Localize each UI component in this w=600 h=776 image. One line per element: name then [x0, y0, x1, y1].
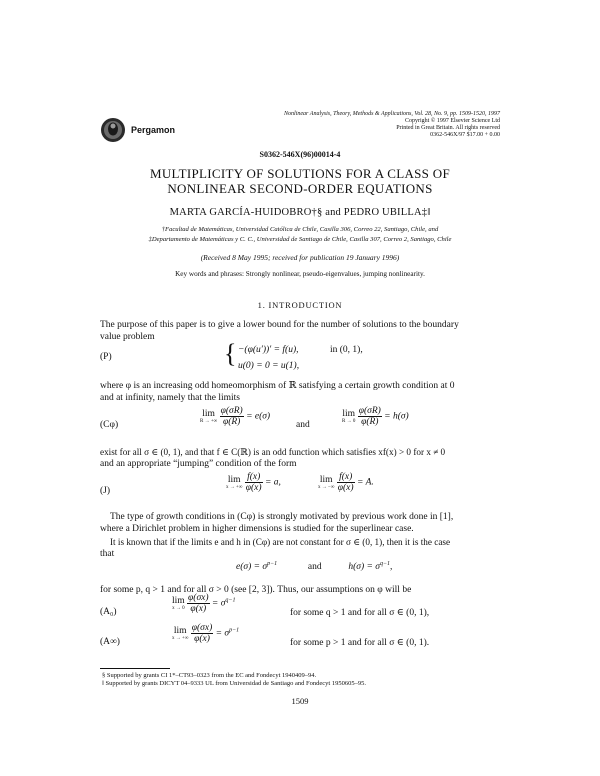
section-heading: 1. INTRODUCTION: [257, 300, 343, 310]
received-dates: (Received 8 May 1995; received for publication 19 January 1996): [200, 253, 400, 262]
intro-text: and an appropriate “jumping” condition of the form: [100, 459, 297, 469]
intro-text: value problem: [100, 332, 155, 342]
page-title: MULTIPLICITY OF SOLUTIONS FOR A CLASS OF: [150, 166, 450, 181]
intro-text: and at infinity, namely that the limits: [100, 393, 241, 403]
footnote-2: ‖ Supported by grants DICYT 04–9333 UL from Universidad de Santiago and Fondecyt 1950605–95.: [102, 680, 366, 687]
intro-text: where φ is an increasing odd homeomorphism of ℝ satisfying a certain growth condition at 0: [100, 381, 455, 391]
equation-J-part2: lim x → −∞ $\frac{f(x)}{\varphi(x)}$ = A.: [318, 472, 374, 493]
equation-J-part1: lim x → +∞ $\frac{f(x)}{\varphi(x)}$ = a,: [226, 472, 281, 493]
journal-printed: Printed in Great Britain. All rights reserved: [396, 125, 500, 131]
page-title-line2: NONLINEAR SECOND-ORDER EQUATIONS: [167, 181, 433, 196]
intro-text: exist for all σ ∈ (0, 1), and that f ∈ C(ℝ) is an odd function which satisfies xf(x) > 0 for x ≠ 0: [100, 447, 446, 457]
equation-Ainf: lim x → +∞ $\frac{\varphi(\sigma x)}{\varphi(x)}$ = $\sigma^{p-1}$: [172, 623, 240, 644]
equation-P-domain: in (0, 1),: [330, 345, 363, 355]
page-number: 1509: [291, 696, 309, 706]
equation-A0: lim x → 0 $\frac{\varphi(\sigma x)}{\varphi(x)}$ = $\sigma^{q-1}$: [172, 593, 236, 614]
equation-Ainf-condition: for some p > 1 and for all σ ∈ (0, 1).: [290, 638, 430, 648]
intro-text: The type of growth conditions in (Cφ) is strongly motivated by previous work done in [1],: [110, 512, 454, 522]
publisher-name: Pergamon: [131, 125, 176, 135]
footnote-1: § Supported by grants CI 1*–CT93–0323 from the EC and Fondecyt 1940409–94.: [102, 672, 317, 679]
journal-citation: Nonlinear Analysis, Theory, Methods & Applications, Vol. 28, No. 9, pp. 1509-1520, 1997: [284, 111, 500, 117]
equation-label-P: (P): [100, 352, 112, 362]
journal-copyright: Copyright © 1997 Elsevier Science Ltd: [404, 118, 500, 124]
equation-C-part1: lim R → +∞ $\frac{\varphi(\sigma R)}{\varphi(R)}$ = e(σ): [200, 406, 271, 427]
article-doi: S0362-546X(96)00014-4: [259, 150, 341, 159]
journal-price: 0362-546X/97 $17.00 + 0.00: [430, 132, 500, 138]
equation-label-C: (Cφ): [100, 420, 119, 430]
equation-label-A0: (A₀): [100, 607, 117, 617]
intro-text: that: [100, 549, 115, 559]
authors: MARTA GARCÍA-HUIDOBRO†§ and PEDRO UBILLA‡‖: [169, 207, 431, 218]
intro-text: where a Dirichlet problem in higher dimensions is studied for the superlinear case.: [100, 524, 414, 534]
footnote-rule: [100, 668, 170, 669]
publisher-logo: [100, 117, 126, 143]
intro-text: The purpose of this paper is to give a lower bound for the number of solutions to the boundary: [100, 320, 459, 330]
intro-text: It is known that if the limits e and h in (Cφ) are not constant for σ ∈ (0, 1), then it is the case: [110, 537, 451, 547]
equation-label-Ainf: (A∞): [100, 637, 120, 647]
equation-A0-condition: for some q > 1 and for all σ ∈ (0, 1),: [290, 608, 430, 618]
equation-brace: {: [224, 339, 237, 368]
keywords: Key words and phrases: Strongly nonlinear, pseudo-eigenvalues, jumping nonlinearity.: [175, 270, 425, 278]
equation-C-part2: lim R → 0 $\frac{\varphi(\sigma R)}{\varphi(R)}$ = h(σ): [342, 406, 409, 427]
equation-C-and: and: [296, 420, 310, 430]
equation-label-J: (J): [100, 486, 111, 496]
affiliation-2: ‡Departamento de Matemáticas y C. C., Universidad de Santiago de Chile, Casilla 307, Correo 2, Santiago, Chile: [148, 236, 452, 243]
affiliation-1: †Facultad de Matemáticas, Universidad Católica de Chile, Casilla 306, Correo 22, Santiago, Chile, and: [161, 226, 439, 233]
equation-E: $e(\sigma) = \sigma^{p-1}$ and $h(\sigma) = \sigma^{q-1}$,: [236, 561, 393, 573]
equation-P-line2: u(0) = 0 = u(1),: [238, 361, 300, 371]
equation-P-line1: −(φ(u′))′ = f(u),: [238, 345, 299, 355]
intro-text: for some p, q > 1 and for all σ > 0 (see [2, 3]). Thus, our assumptions on φ will be: [100, 585, 412, 595]
